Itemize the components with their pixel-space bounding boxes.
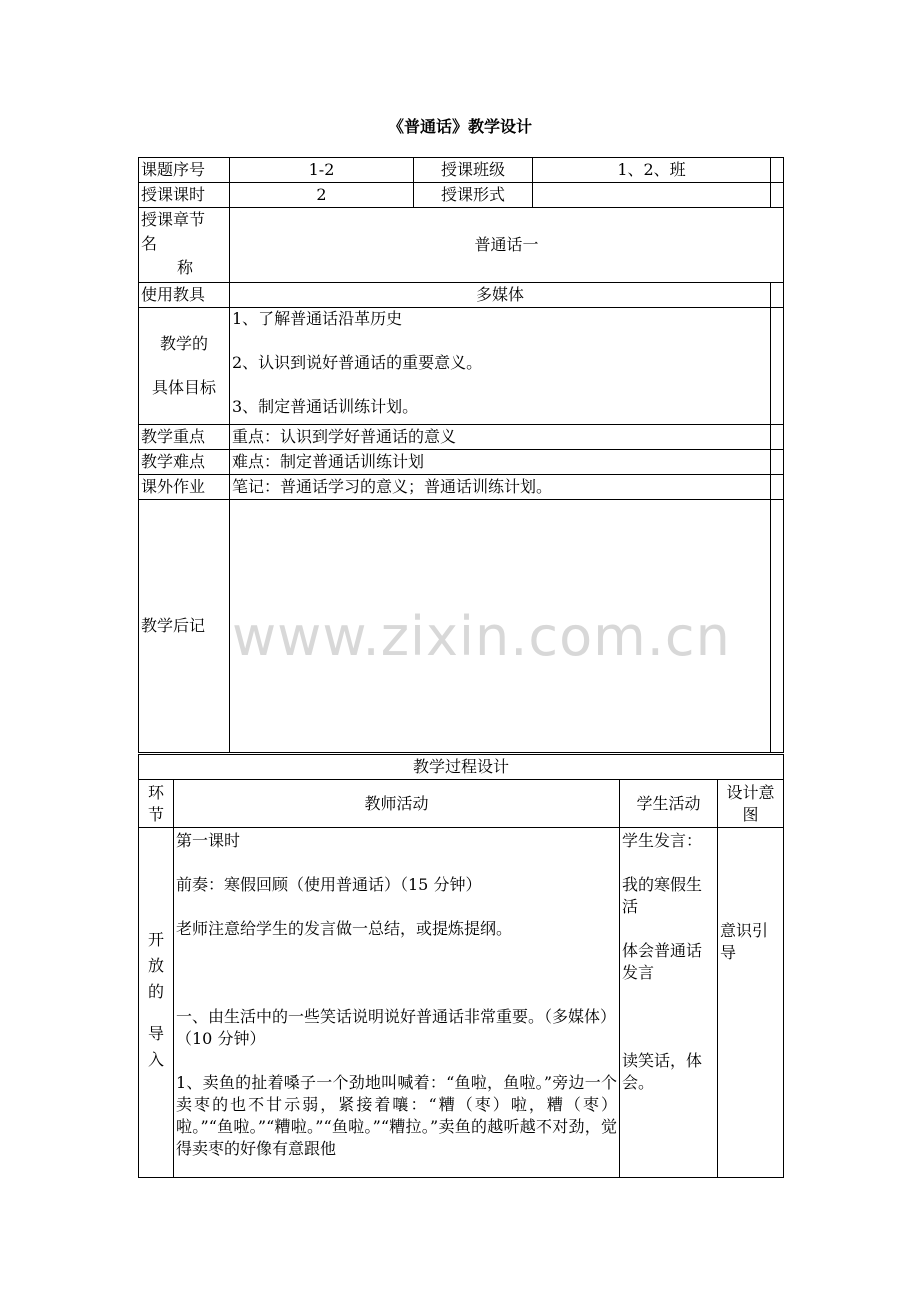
chapter-label-line: 名 [141, 234, 158, 253]
student-activity: 学生发言： [622, 831, 703, 850]
stage-header-line: 环 [147, 782, 164, 802]
student-cell [620, 828, 718, 1178]
stage-header-line: 节 [147, 804, 164, 824]
homework-label: 课外作业 [139, 475, 230, 500]
empty-cell [771, 158, 784, 183]
form-label: 授课形式 [414, 183, 533, 208]
chapter-value: 普通话一 [230, 208, 784, 283]
course-no-label: 课题序号 [139, 158, 230, 183]
empty-cell [771, 425, 784, 450]
intent-cell [718, 828, 784, 1178]
empty-cell [771, 450, 784, 475]
homework-value: 笔记：普通话学习的意义；普通话训练计划。 [230, 475, 771, 500]
goals-label-line: 具体目标 [151, 378, 216, 397]
student-activity: 读笑话，体会。 [622, 1051, 703, 1092]
intent-header-line: 设计意 [726, 782, 775, 802]
goal-item: 3、制定普通话训练计划。 [232, 397, 419, 416]
chapter-label-line: 称 [177, 258, 194, 277]
story-text: 1、卖鱼的扯着嗓子一个劲地叫喊着：“鱼啦，鱼啦。”旁边一个卖枣的也不甘示弱，紧接着嚷：“糟（枣）啦，糟（枣）啦。”“鱼啦。”“糟啦。”“鱼啦。”“糟拉。”卖鱼的越听越不对劲，觉得卖枣的好像有意跟他 [176, 1073, 617, 1158]
chapter-label [139, 208, 230, 283]
reflection-label: 教学后记 [139, 500, 230, 753]
stage-char: 开 [147, 930, 164, 949]
intent-header-line: 图 [742, 804, 759, 824]
teacher-header: 教师活动 [174, 780, 620, 828]
stage-char: 入 [147, 1050, 164, 1069]
stage-char: 导 [147, 1024, 164, 1043]
stage-char: 放 [147, 956, 164, 975]
difficulty-label: 教学难点 [139, 450, 230, 475]
watermark: www.zixin.com.cn [232, 605, 731, 668]
student-header: 学生活动 [620, 780, 718, 828]
stage-cell [139, 828, 174, 1178]
process-table [138, 754, 784, 1178]
part1-text: 一、由生活中的一些笑话说明说好普通话非常重要。（多媒体）（10 分钟） [176, 1007, 617, 1048]
empty-cell [771, 283, 784, 308]
goals-label-line: 教学的 [159, 334, 208, 353]
empty-cell [771, 475, 784, 500]
class-value: 1、2、班 [533, 158, 771, 183]
key-value: 重点：认识到学好普通话的意义 [230, 425, 771, 450]
goals-label [139, 308, 230, 425]
student-activity: 我的寒假生活 [622, 875, 703, 916]
tools-label: 使用教具 [139, 283, 230, 308]
class-label: 授课班级 [414, 158, 533, 183]
goal-item: 2、认识到说好普通话的重要意义。 [232, 353, 483, 372]
key-label: 教学重点 [139, 425, 230, 450]
chapter-label-line: 授课章节 [141, 210, 206, 229]
goals-cell [230, 308, 771, 425]
form-value [533, 183, 771, 208]
stage-char: 的 [147, 982, 164, 1001]
note-text: 老师注意给学生的发言做一总结，或提炼提纲。 [176, 919, 513, 938]
teacher-cell [174, 828, 620, 1178]
lesson-label: 第一课时 [176, 831, 241, 850]
intent-header [718, 780, 784, 828]
stage-header [139, 780, 174, 828]
process-heading: 教学过程设计 [139, 755, 784, 780]
empty-cell [771, 308, 784, 425]
difficulty-value: 难点：制定普通话训练计划 [230, 450, 771, 475]
course-no-value: 1-2 [230, 158, 414, 183]
student-activity: 体会普通话发言 [622, 941, 703, 982]
hours-value: 2 [230, 183, 414, 208]
intent-text: 意识引导 [720, 921, 769, 962]
empty-cell [771, 183, 784, 208]
empty-cell [771, 500, 784, 753]
tools-value: 多媒体 [230, 283, 771, 308]
prelude-text: 前奏：寒假回顾（使用普通话）（15 分钟） [176, 875, 482, 894]
page-title: 《普通话》教学设计 [387, 117, 532, 136]
goal-item: 1、了解普通话沿革历史 [232, 309, 403, 328]
hours-label: 授课课时 [139, 183, 230, 208]
